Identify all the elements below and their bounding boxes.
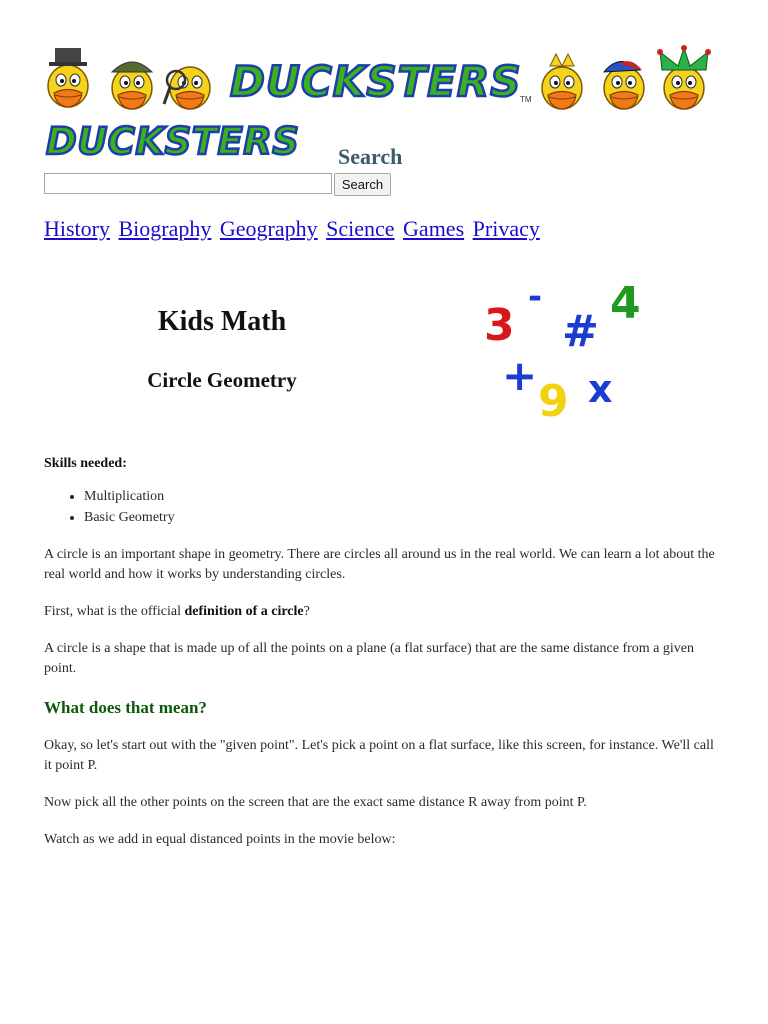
math-symbols-image: [476, 262, 646, 432]
site-logo[interactable]: [44, 114, 336, 166]
duck-plain-icon: [542, 54, 582, 109]
section-heading: What does that mean?: [44, 698, 207, 717]
question-text: First, what is the official: [44, 604, 185, 619]
search-button[interactable]: Search: [334, 173, 391, 196]
logo-wordmark: DUCKSTERS: [46, 120, 300, 163]
question-mark: ?: [303, 604, 310, 619]
duck-cap-icon: [604, 61, 644, 109]
paragraph: Now pick all the other points on the screen that are the exact same distance R away from point P.: [44, 795, 587, 810]
site-banner[interactable]: [44, 42, 734, 112]
duck-jester-icon: [657, 45, 711, 109]
nav-link-science[interactable]: Science: [326, 216, 395, 241]
page-title: Kids Math: [157, 306, 287, 337]
duck-detective-icon: [112, 62, 152, 109]
nav-link-geography[interactable]: Geography: [219, 216, 318, 241]
search-input[interactable]: [44, 173, 332, 194]
banner-wordmark: DUCKSTERS: [230, 57, 522, 106]
nav-link-history[interactable]: History: [44, 216, 110, 241]
article-content: [44, 454, 724, 850]
trademark: TM: [520, 95, 532, 104]
duck-top-hat-icon: [48, 48, 88, 107]
math-symbol-plus: +: [502, 351, 538, 400]
math-symbol-4: 4: [610, 278, 641, 329]
math-symbol-x: x: [588, 367, 613, 411]
list-item: • Multiplication: [84, 486, 724, 507]
search-heading: Search: [338, 144, 403, 169]
definition-paragraph: A circle is a shape that is made up of all the points on a plane (a flat surface) that are the same distance from a given point.: [44, 641, 694, 676]
duck-magnifier-icon: [164, 67, 210, 109]
skills-heading: Skills needed:: [44, 456, 127, 471]
math-symbol-minus: -: [528, 277, 543, 317]
math-symbol-hash: #: [562, 306, 599, 357]
math-symbol-9: 9: [538, 376, 569, 427]
page-subtitle: Circle Geometry: [147, 368, 297, 392]
list-item: • Basic Geometry: [84, 507, 724, 528]
main-nav: [44, 216, 543, 242]
intro-paragraph: A circle is an important shape in geometry. There are circles all around us in the real world. We can learn a lot about the real world and how it works by understanding circles.: [44, 547, 715, 582]
nav-link-games[interactable]: Games: [403, 216, 465, 241]
nav-link-biography[interactable]: Biography: [118, 216, 212, 241]
paragraph: Okay, so let's start out with the "given point". Let's pick a point on a flat surface, like this screen, for instance. We'll call it point P.: [44, 738, 714, 773]
paragraph: Watch as we add in equal distanced points in the movie below:: [44, 832, 396, 847]
question-paragraph: [44, 602, 724, 622]
nav-link-privacy[interactable]: Privacy: [472, 216, 540, 241]
skills-list: [44, 486, 724, 528]
math-symbol-3: 3: [484, 300, 515, 351]
definition-term: definition of a circle: [184, 604, 304, 619]
